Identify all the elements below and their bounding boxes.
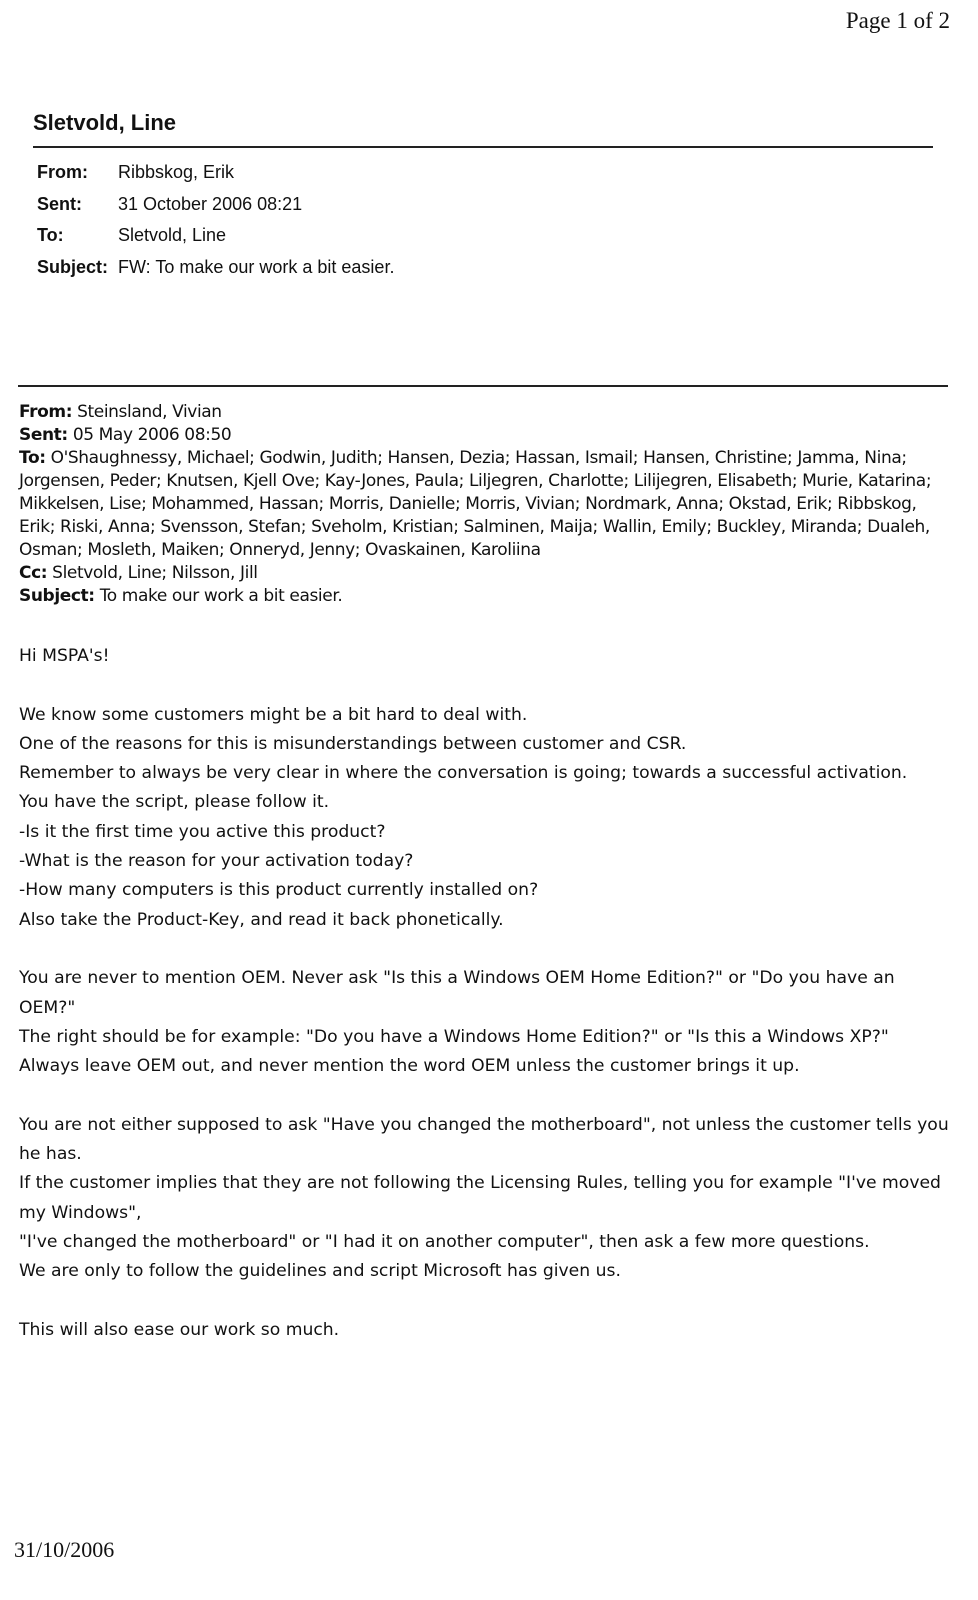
body-line: You have the script, please follow it. xyxy=(19,792,330,813)
forward-divider xyxy=(18,385,948,387)
body-line: Always leave OEM out, and never mention the word OEM unless the customer brings it up. xyxy=(19,1056,800,1077)
sent-label: Sent: xyxy=(37,193,82,214)
forwarded-cc-value: Sletvold, Line; Nilsson, Jill xyxy=(52,563,258,583)
body-line: One of the reasons for this is misunderstandings between customer and CSR. xyxy=(19,733,687,754)
forwarded-subject-row xyxy=(19,585,954,608)
outer-email-header xyxy=(37,162,394,288)
forwarded-sent-row xyxy=(19,424,954,447)
body-line: You are never to mention OEM. Never ask "Is this a Windows OEM Home Edition?" or "Do you have an OEM?" xyxy=(19,968,895,1018)
body-line: We are only to follow the guidelines and script Microsoft has given us. xyxy=(19,1261,621,1282)
print-date: 31/10/2006 xyxy=(14,1537,115,1562)
to-value: Sletvold, Line xyxy=(118,225,227,245)
body-line: The right should be for example: "Do you have a Windows Home Edition?" or "Is this a Windows XP?" xyxy=(19,1026,889,1047)
body-line: If the customer implies that they are not following the Licensing Rules, telling you for example "I've moved my Windows", xyxy=(19,1173,941,1223)
sent-value: 31 October 2006 08:21 xyxy=(118,193,303,214)
body-line: We know some customers might be a bit hard to deal with. xyxy=(19,704,528,725)
forwarded-cc-label: Cc: xyxy=(19,563,48,583)
closing-line: This will also ease our work so much. xyxy=(19,1319,340,1340)
subject-label: Subject: xyxy=(37,256,109,277)
forwarded-sent-label: Sent: xyxy=(19,425,68,445)
body-line: Also take the Product-Key, and read it back phonetically. xyxy=(19,909,504,930)
script-question: -Is it the first time you active this product? xyxy=(19,821,386,842)
script-question: -How many computers is this product currently installed on? xyxy=(19,880,539,901)
greeting: Hi MSPA's! xyxy=(19,646,110,666)
subject-value: FW: To make our work a bit easier. xyxy=(118,256,395,277)
forwarded-from-row xyxy=(19,401,954,424)
body-line: Remember to always be very clear in where the conversation is going; towards a successful activation. xyxy=(19,763,908,784)
body-line: "I've changed the motherboard" or "I had it on another computer", then ask a few more questions. xyxy=(19,1231,870,1252)
page-number: Page 1 of 2 xyxy=(845,8,950,33)
body-line: You are not either supposed to ask "Have you changed the motherboard", not unless the customer tells you he has. xyxy=(19,1114,949,1165)
forwarded-header xyxy=(19,401,954,608)
forwarded-subject-value: To make our work a bit easier. xyxy=(99,586,343,606)
outer-subject-row xyxy=(37,257,394,289)
forwarded-to-row xyxy=(19,447,954,562)
forwarded-to-label: To: xyxy=(19,448,46,468)
forwarded-cc-row xyxy=(19,562,954,585)
forwarded-to-value: O'Shaughnessy, Michael; Godwin, Judith; Hansen, Dezia; Hassan, Ismail; Hansen, Christine; Jamma, Nina; Jorgensen, Peder; Knutsen, Kjell Ove; Kay-Jones, Paula; Liljegren, Charlotte; Lilijegren, Elisabeth; Murie, Katarina; Mikkelsen, Lise; Mohammed, Hassan; Morris, Danielle; Morris, Vivian; Nordmark, Anna; Okstad, Erik; Ribbskog, Erik; Riski, Anna; Svensson, Stefan; Sveholm, Kristian; Salminen, Maija; Wallin, Emily; Buckley, Miranda; Dualeh, Osman; Mosleth, Maiken; Onneryd, Jenny; Ovaskainen, Karoliina xyxy=(19,448,932,560)
forwarded-sent-value: 05 May 2006 08:50 xyxy=(72,425,232,445)
forwarded-from-value: Steinsland, Vivian xyxy=(77,402,222,422)
outer-from-row xyxy=(37,162,394,194)
forwarded-from-label: From: xyxy=(19,402,73,422)
mailbox-owner-name: Sletvold, Line xyxy=(33,110,177,135)
outer-sent-row xyxy=(37,194,394,226)
forwarded-subject-label: Subject: xyxy=(19,586,95,606)
outer-to-row xyxy=(37,225,394,257)
from-value: Ribbskog, Erik xyxy=(118,162,235,182)
email-body xyxy=(19,642,954,1345)
to-label: To: xyxy=(37,225,64,245)
script-question: -What is the reason for your activation today? xyxy=(19,851,414,872)
header-divider xyxy=(33,146,933,148)
from-label: From: xyxy=(37,162,88,182)
